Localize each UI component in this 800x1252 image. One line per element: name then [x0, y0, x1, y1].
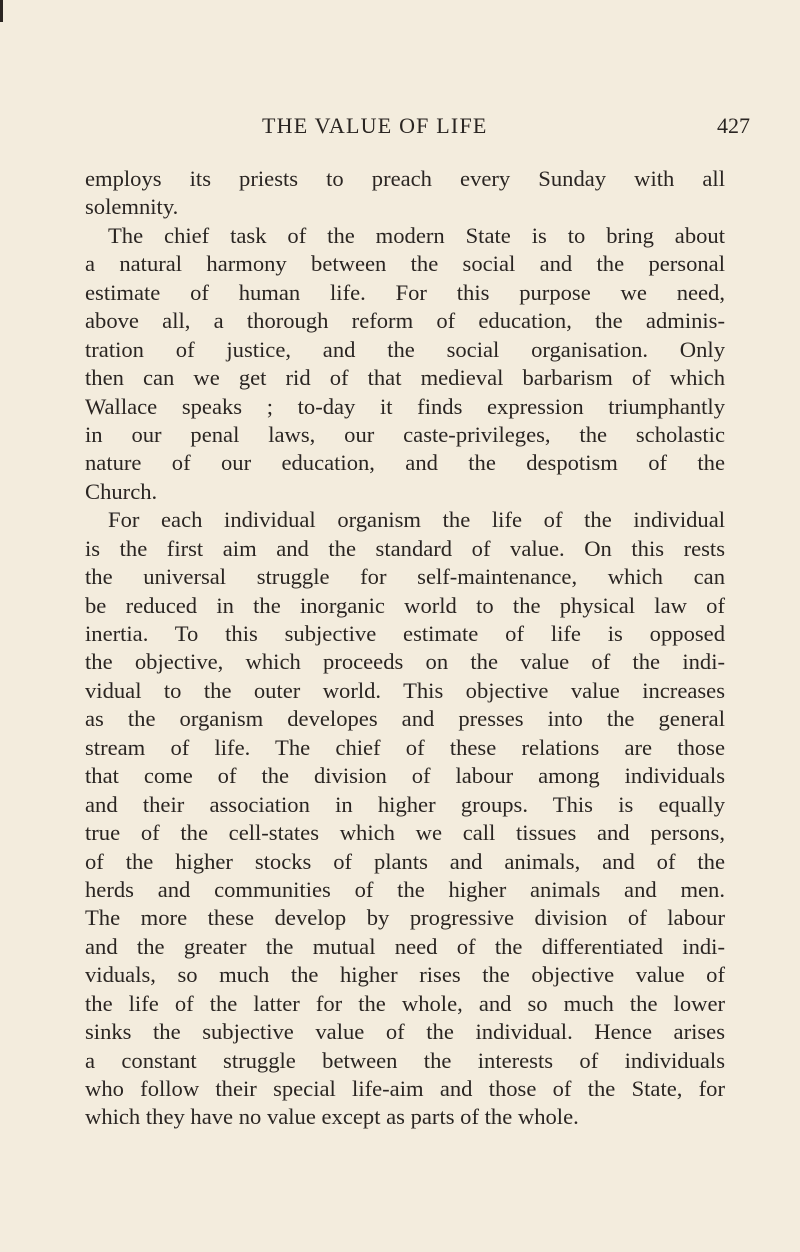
page-edge-mark: [0, 0, 3, 22]
text-line: which they have no value except as parts of the whole.: [85, 1104, 579, 1130]
text-line: a constant struggle between the interests of individuals: [85, 1047, 725, 1073]
text-line: who follow their special life-aim and those of the State, for: [85, 1076, 725, 1101]
text-line: tration of justice, and the social organisation. Only: [85, 336, 725, 362]
text-line: vidual to the outer world. This objective value increases: [85, 677, 725, 703]
text-line: a natural harmony between the social and the personal: [85, 251, 725, 277]
text-line: Church.: [85, 478, 158, 504]
text-line: that come of the division of labour among individuals: [85, 763, 725, 789]
text-line: of the higher stocks of plants and animals, and of the: [85, 848, 725, 874]
text-line: then can we get rid of that medieval barbarism of which: [85, 365, 725, 391]
text-line: in our penal laws, our caste-privileges, the scholastic: [85, 421, 725, 447]
text-line: the objective, which proceeds on the value of the indi-: [85, 649, 725, 675]
text-line: be reduced in the inorganic world to the physical law of: [85, 592, 725, 618]
running-head: [0, 113, 800, 141]
text-line: herds and communities of the higher animals and men.: [85, 876, 725, 902]
text-line: true of the cell-states which we call tissues and persons,: [85, 820, 725, 846]
text-line: The chief task of the modern State is to bring about: [108, 222, 725, 248]
text-line: nature of our education, and the despotism of the: [85, 450, 725, 476]
body-text: [85, 165, 725, 1132]
text-line: viduals, so much the higher rises the objective value of: [85, 962, 725, 988]
text-line: the life of the latter for the whole, and so much the lower: [85, 990, 725, 1016]
text-line: employs its priests to preach every Sunday with all: [85, 166, 725, 191]
text-line: and their association in higher groups. This is equally: [85, 791, 725, 817]
text-line: is the first aim and the standard of value. On this rests: [85, 535, 725, 561]
running-head-title: THE VALUE OF LIFE: [262, 113, 488, 138]
text-line: above all, a thorough reform of education, the adminis-: [85, 308, 725, 334]
text-line: sinks the subjective value of the individual. Hence arises: [85, 1019, 725, 1045]
text-line: Wallace speaks ; to-day it finds expression triumphantly: [85, 393, 725, 419]
text-line: solemnity.: [85, 194, 179, 220]
text-line: and the greater the mutual need of the differentiated indi-: [85, 933, 725, 959]
text-line: as the organism developes and presses into the general: [85, 706, 725, 732]
text-line: the universal struggle for self-maintenance, which can: [85, 564, 725, 590]
text-line: For each individual organism the life of the individual: [108, 507, 725, 533]
text-line: estimate of human life. For this purpose we need,: [85, 279, 725, 305]
page-number: 427: [717, 113, 750, 138]
text-line: The more these develop by progressive division of labour: [85, 905, 725, 931]
text-line: inertia. To this subjective estimate of life is opposed: [85, 621, 725, 646]
text-line: stream of life. The chief of these relations are those: [85, 734, 725, 760]
